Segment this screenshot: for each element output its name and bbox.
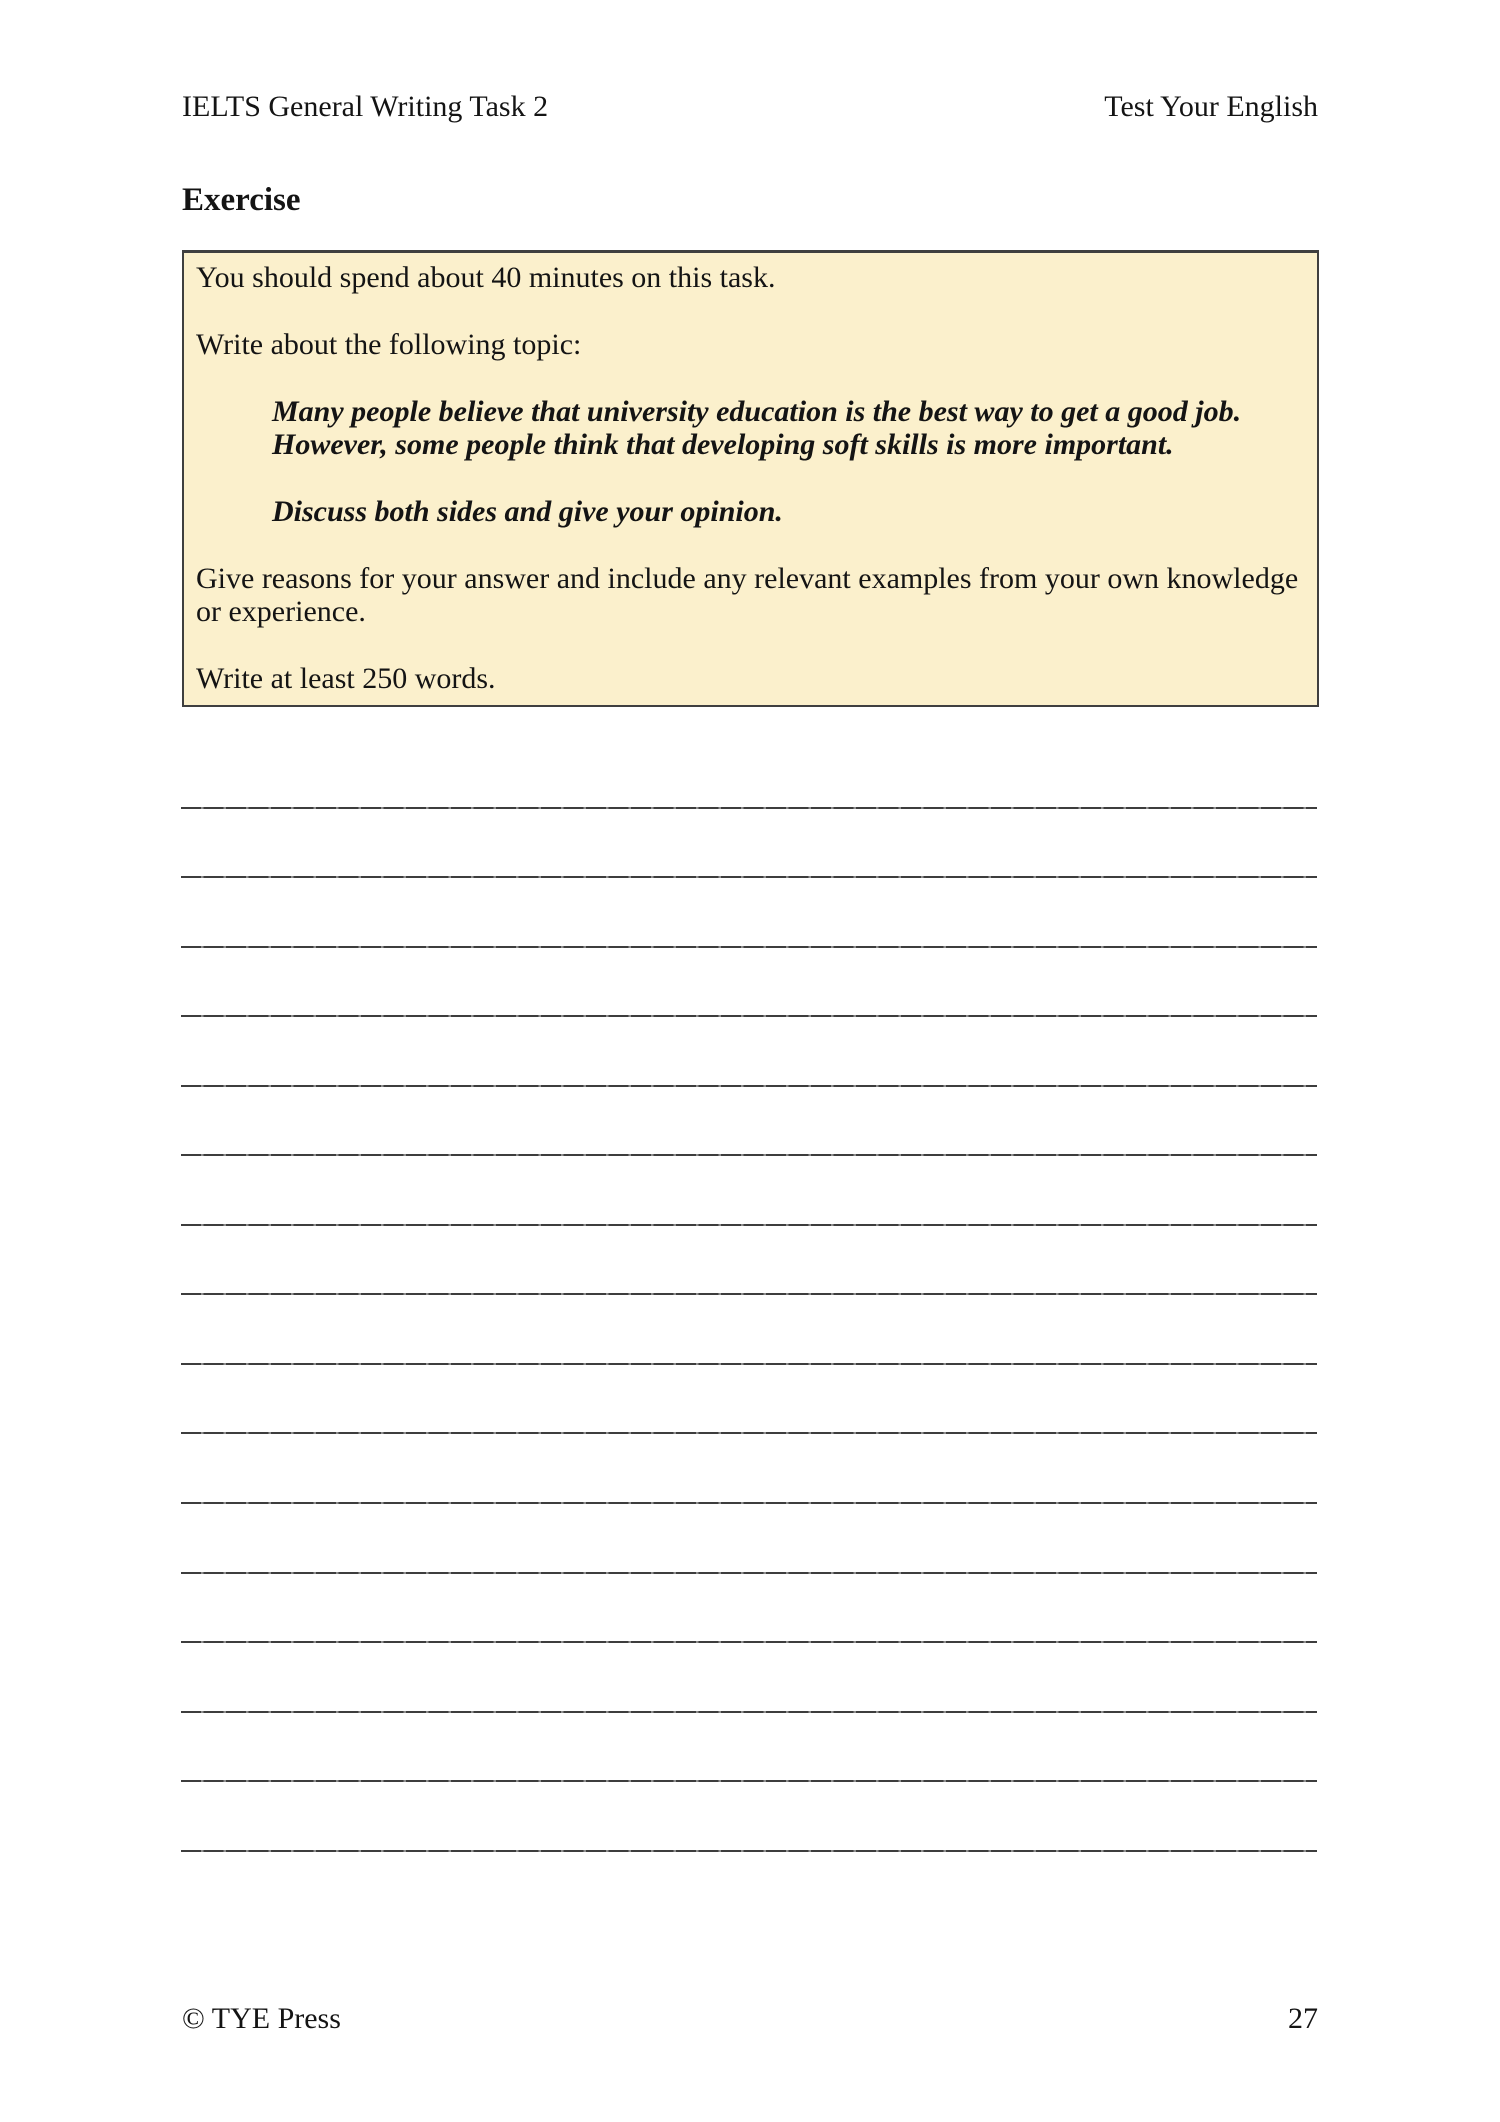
answer-line — [181, 878, 1317, 948]
answer-line — [181, 809, 1317, 879]
support-instruction: Give reasons for your answer and include any relevant examples from your own knowledge or experience. — [196, 562, 1299, 628]
topic-statement-line-1: Many people believe that university education is the best way to get a good job. — [272, 395, 1242, 428]
answer-line — [181, 1295, 1317, 1365]
answer-line — [181, 948, 1317, 1018]
answer-line — [181, 1156, 1317, 1226]
answer-line — [181, 1365, 1317, 1435]
page-footer — [182, 2002, 1318, 2036]
header-right-title: Test Your English — [1104, 90, 1318, 123]
topic-intro: Write about the following topic: — [196, 328, 582, 361]
answer-line — [181, 1643, 1317, 1713]
answer-line — [181, 1782, 1317, 1852]
task-instruction: Discuss both sides and give your opinion. — [272, 495, 783, 528]
answer-line — [181, 1504, 1317, 1574]
page-header — [182, 90, 1318, 124]
length-requirement: Write at least 250 words. — [196, 662, 496, 695]
header-left-title: IELTS General Writing Task 2 — [182, 90, 549, 123]
page-number: 27 — [1288, 2002, 1318, 2035]
time-instruction: You should spend about 40 minutes on this task. — [196, 261, 776, 294]
answer-line — [181, 739, 1317, 809]
task-prompt-box — [182, 250, 1319, 707]
copyright-text: © TYE Press — [182, 2002, 341, 2035]
answer-line — [181, 1574, 1317, 1644]
answer-line — [181, 1226, 1317, 1296]
topic-statement-line-2: However, some people think that developing soft skills is more important. — [272, 428, 1174, 461]
answer-line — [181, 1713, 1317, 1783]
topic-statement — [272, 395, 1303, 461]
answer-line — [181, 1434, 1317, 1504]
section-heading: Exercise — [182, 182, 301, 218]
answer-writing-area — [181, 739, 1317, 1852]
answer-line — [181, 1087, 1317, 1157]
answer-line — [181, 1017, 1317, 1087]
